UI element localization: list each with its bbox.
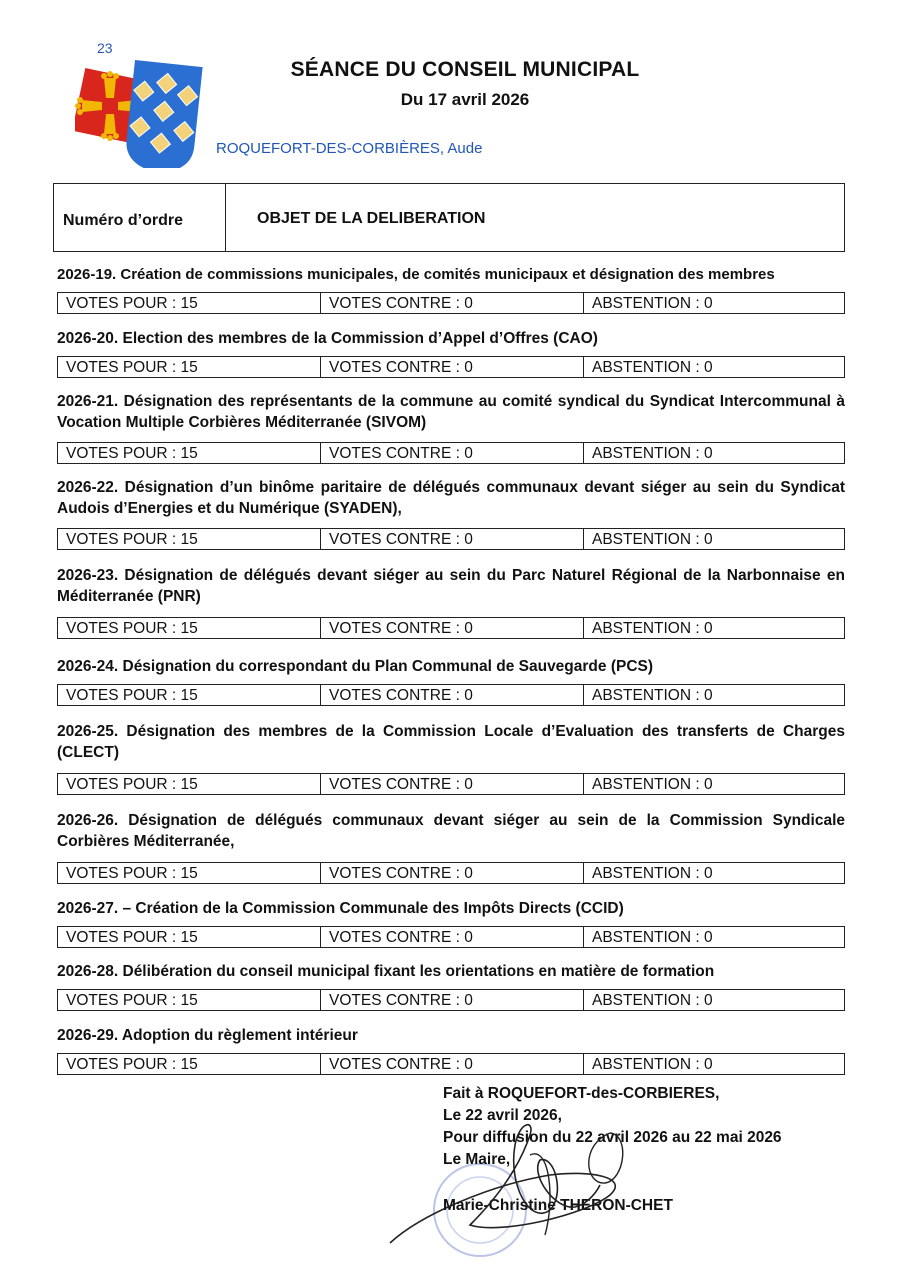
votes-row — [57, 356, 845, 378]
votes-abstention: ABSTENTION : 0 — [592, 295, 713, 312]
diffusion-line: Pour diffusion du 22 avril 2026 au 22 mai 2026 — [443, 1129, 782, 1146]
votes-abstention: ABSTENTION : 0 — [592, 1056, 713, 1073]
votes-against: VOTES CONTRE : 0 — [321, 927, 584, 947]
votes-abstention: ABSTENTION : 0 — [592, 929, 713, 946]
session-date: Du 17 avril 2026 — [400, 90, 530, 109]
votes-row — [57, 292, 845, 314]
page-title: SÉANCE DU CONSEIL MUNICIPAL — [290, 58, 640, 81]
place-line: Fait à ROQUEFORT-des-CORBIERES, — [443, 1085, 720, 1102]
deliberation-item — [57, 391, 845, 433]
deliberation-item — [57, 721, 845, 763]
deliberation-text: 2026-25. Désignation des membres de la Commission Locale d’Evaluation des transferts de Charges (CLECT) — [57, 723, 845, 761]
votes-row — [57, 442, 845, 464]
votes-abstention: ABSTENTION : 0 — [592, 776, 713, 793]
votes-against: VOTES CONTRE : 0 — [321, 618, 584, 638]
logo-number: 23 — [97, 40, 113, 56]
votes-for: VOTES POUR : 15 — [58, 927, 321, 947]
votes-against: VOTES CONTRE : 0 — [321, 990, 584, 1010]
deliberation-text: 2026-19. Création de commissions municipales, de comités municipaux et désignation des membres — [57, 266, 775, 283]
votes-row — [57, 926, 845, 948]
votes-for: VOTES POUR : 15 — [58, 774, 321, 794]
votes-row — [57, 1053, 845, 1075]
deliberation-item — [57, 328, 845, 349]
deliberation-item — [57, 477, 845, 519]
deliberation-text: 2026-27. – Création de la Commission Communale des Impôts Directs (CCID) — [57, 900, 624, 917]
votes-row — [57, 684, 845, 706]
coat-of-arms-logo — [75, 38, 215, 168]
votes-abstention: ABSTENTION : 0 — [592, 865, 713, 882]
column-deliberation-subject: OBJET DE LA DELIBERATION — [257, 210, 486, 227]
votes-row — [57, 528, 845, 550]
votes-for: VOTES POUR : 15 — [58, 1054, 321, 1074]
mayor-title: Le Maire, — [443, 1151, 511, 1168]
votes-against: VOTES CONTRE : 0 — [321, 774, 584, 794]
mayor-name: Marie-Christine THERON-CHET — [443, 1197, 673, 1214]
deliberation-item — [57, 810, 845, 852]
votes-against: VOTES CONTRE : 0 — [321, 293, 584, 313]
votes-for: VOTES POUR : 15 — [58, 618, 321, 638]
deliberation-item — [57, 565, 845, 607]
votes-for: VOTES POUR : 15 — [58, 357, 321, 377]
votes-abstention: ABSTENTION : 0 — [592, 687, 713, 704]
votes-abstention: ABSTENTION : 0 — [592, 445, 713, 462]
deliberation-text: 2026-21. Désignation des représentants de la commune au comité syndical du Syndicat Intercommunal à Vocation Multiple Corbières Méditerranée (SIVOM) — [57, 393, 845, 431]
column-order-number: Numéro d’ordre — [54, 184, 226, 251]
votes-against: VOTES CONTRE : 0 — [321, 357, 584, 377]
deliberation-text: 2026-24. Désignation du correspondant du Plan Communal de Sauvegarde (PCS) — [57, 658, 654, 675]
deliberation-text: 2026-23. Désignation de délégués devant siéger au sein du Parc Naturel Régional de la Narbonnaise en Méditerranée (PNR) — [57, 567, 845, 605]
votes-for: VOTES POUR : 15 — [58, 863, 321, 883]
deliberation-text: 2026-26. Désignation de délégués communaux devant siéger au sein de la Commission Syndicale Corbières Méditerranée, — [57, 812, 845, 850]
handwritten-signature-icon — [380, 1115, 710, 1265]
commune-name: ROQUEFORT-DES-CORBIÈRES, Aude — [216, 140, 483, 157]
votes-against: VOTES CONTRE : 0 — [321, 863, 584, 883]
votes-against: VOTES CONTRE : 0 — [321, 685, 584, 705]
deliberation-item — [57, 898, 845, 919]
deliberation-text: 2026-29. Adoption du règlement intérieur — [57, 1027, 358, 1044]
votes-row — [57, 773, 845, 795]
date-line: Le 22 avril 2026, — [443, 1107, 562, 1124]
votes-against: VOTES CONTRE : 0 — [321, 443, 584, 463]
occitan-cross-icon — [75, 38, 215, 168]
votes-against: VOTES CONTRE : 0 — [321, 529, 584, 549]
votes-row — [57, 862, 845, 884]
votes-row — [57, 989, 845, 1011]
votes-for: VOTES POUR : 15 — [58, 293, 321, 313]
deliberation-text: 2026-28. Délibération du conseil municipal fixant les orientations en matière de formation — [57, 963, 715, 980]
votes-abstention: ABSTENTION : 0 — [592, 992, 713, 1009]
votes-for: VOTES POUR : 15 — [58, 529, 321, 549]
deliberation-text: 2026-20. Election des membres de la Commission d’Appel d’Offres (CAO) — [57, 330, 598, 347]
votes-for: VOTES POUR : 15 — [58, 443, 321, 463]
deliberation-item — [57, 264, 845, 285]
deliberation-text: 2026-22. Désignation d’un binôme paritaire de délégués communaux devant siéger au sein du Syndicat Audois d’Energies et du Numérique (SYADEN), — [57, 479, 845, 517]
deliberation-item — [57, 1025, 845, 1046]
votes-against: VOTES CONTRE : 0 — [321, 1054, 584, 1074]
votes-abstention: ABSTENTION : 0 — [592, 620, 713, 637]
votes-abstention: ABSTENTION : 0 — [592, 531, 713, 548]
votes-for: VOTES POUR : 15 — [58, 990, 321, 1010]
deliberation-item — [57, 961, 845, 982]
votes-row — [57, 617, 845, 639]
votes-abstention: ABSTENTION : 0 — [592, 359, 713, 376]
deliberation-item — [57, 656, 845, 677]
votes-for: VOTES POUR : 15 — [58, 685, 321, 705]
deliberation-header-table — [53, 183, 845, 252]
